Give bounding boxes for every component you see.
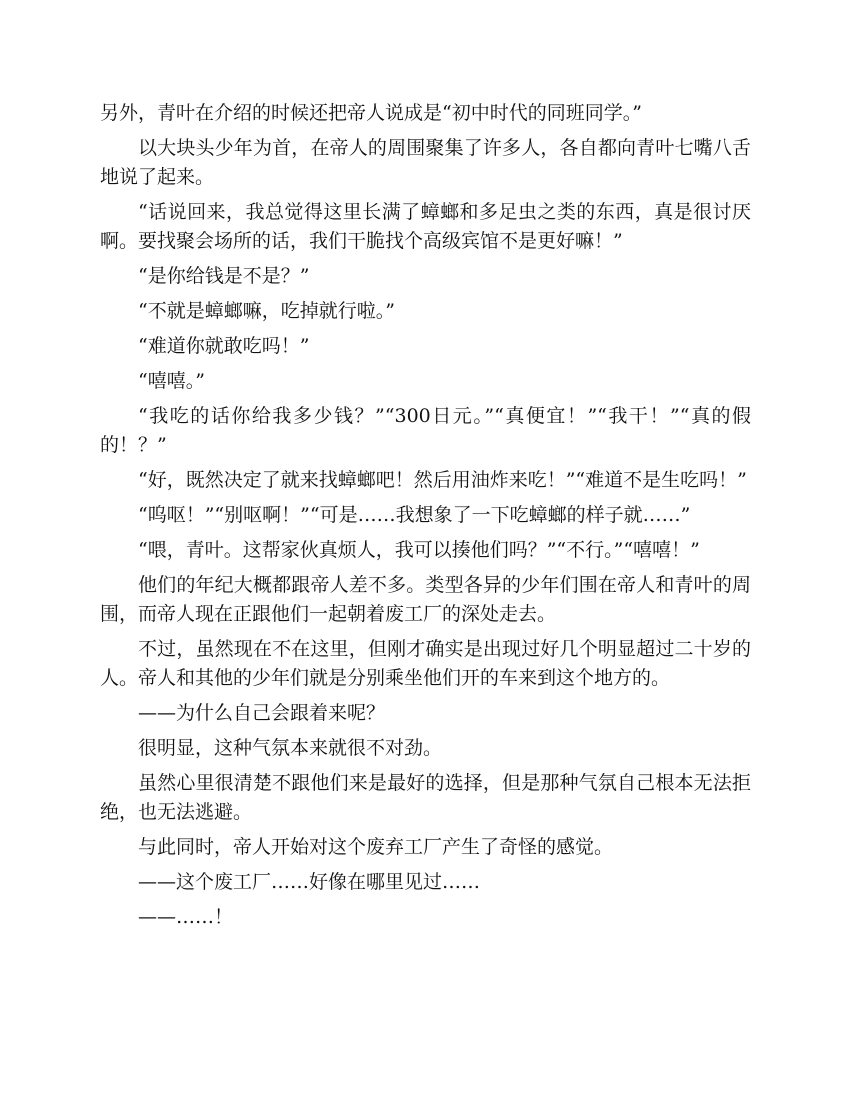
- paragraph: 另外，青叶在介绍的时候还把帝人说成是“初中时代的同班同学。”: [100, 102, 642, 124]
- paragraph: “嘻嘻。”: [138, 370, 205, 392]
- paragraph: 以大块头少年为首，在帝人的周围聚集了许多人，各自都向青叶七嘴八舌地说了起来。: [100, 137, 751, 188]
- paragraph: ——为什么自己会跟着来呢？: [138, 702, 386, 724]
- paragraph: “呜呕！”“别呕啊！”“可是……我想象了一下吃蟑螂的样子就……”: [138, 504, 691, 526]
- paragraph: 他们的年纪大概都跟帝人差不多。类型各异的少年们围在帝人和青叶的周围，而帝人现在正跟他们一起朝着废工厂的深处走去。: [100, 574, 751, 625]
- paragraph: “我吃的话你给我多少钱？”“300日元。”“真便宜！”“我干！”“真的假的！？”: [100, 405, 751, 456]
- paragraph: “话说回来，我总觉得这里长满了蟑螂和多足虫之类的东西，真是很讨厌啊。要找聚会场所的话，我们干脆找个高级宾馆不是更好嘛！”: [100, 201, 751, 252]
- paragraph: 不过，虽然现在不在这里，但刚才确实是出现过好几个明显超过二十岁的人。帝人和其他的少年们就是分别乘坐他们开的车来到这个地方的。: [100, 638, 751, 689]
- paragraph: “是你给钱是不是？”: [138, 265, 310, 287]
- paragraph: ——……！: [138, 906, 234, 928]
- paragraph: 虽然心里很清楚不跟他们来是最好的选择，但是那种气氛自己根本无法拒绝，也无法逃避。: [100, 772, 751, 823]
- document-page: [100, 99, 751, 938]
- paragraph: “难道你就敢吃吗！”: [138, 335, 310, 357]
- paragraph: ——这个废工厂……好像在哪里见过……: [138, 871, 481, 893]
- paragraph: “好，既然决定了就来找蟑螂吧！然后用油炸来吃！”“难道不是生吃吗！”: [138, 469, 747, 491]
- paragraph: “不就是蟑螂嘛，吃掉就行啦。”: [138, 300, 395, 322]
- paragraph: 与此同时，帝人开始对这个废弃工厂产生了奇怪的感觉。: [138, 836, 614, 858]
- paragraph: “喂，青叶。这帮家伙真烦人，我可以揍他们吗？”“不行。”“嘻嘻！”: [138, 539, 700, 561]
- paragraph: 很明显，这种气氛本来就很不对劲。: [138, 737, 443, 759]
